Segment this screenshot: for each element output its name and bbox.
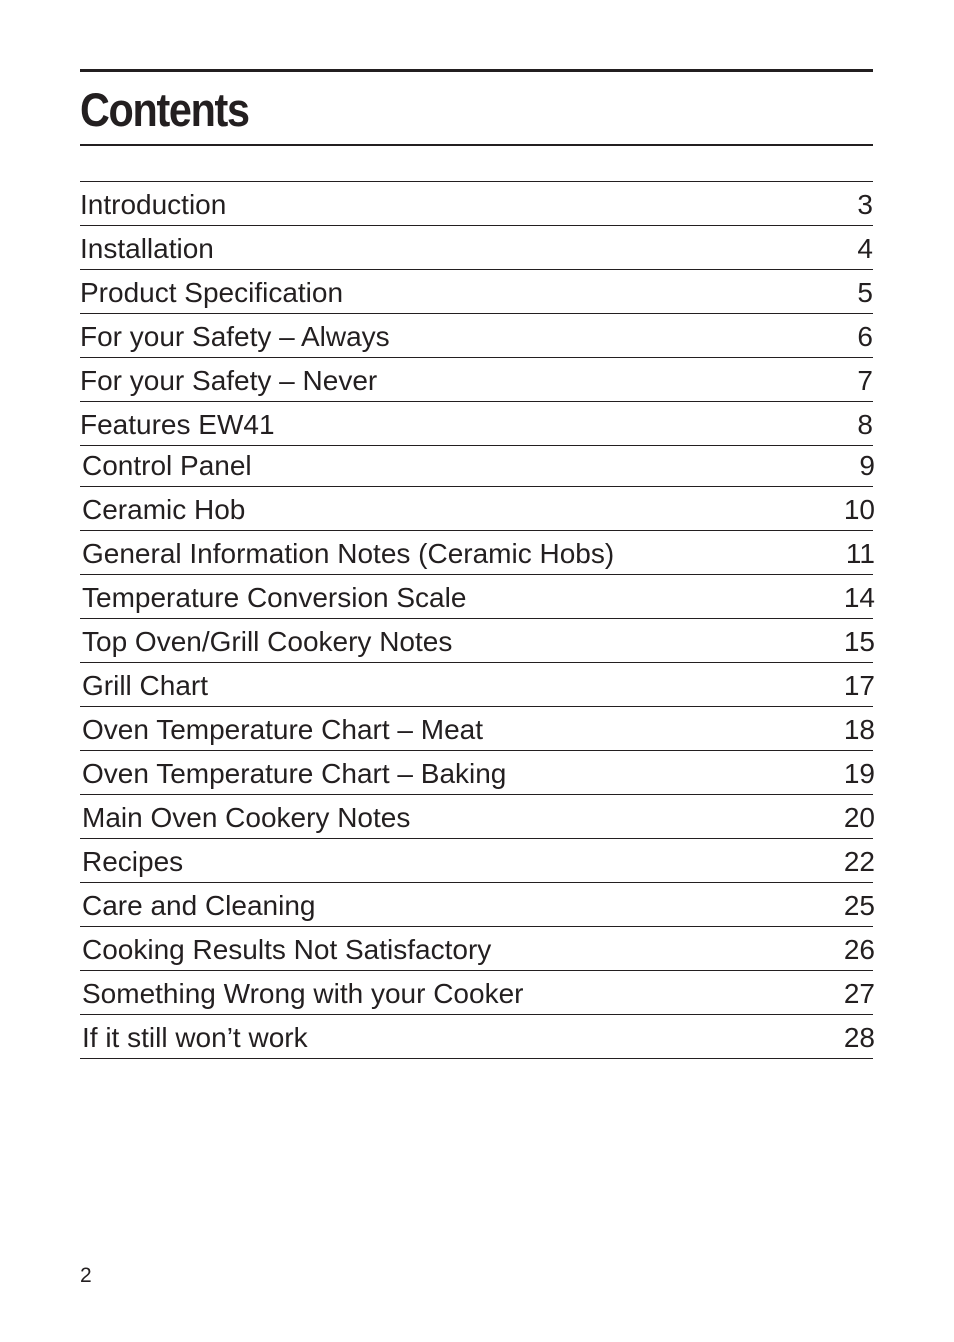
toc-entry-title: Control Panel — [82, 450, 252, 481]
toc-entry-page: 10 — [843, 494, 875, 525]
toc-entry-page: 3 — [857, 189, 873, 220]
toc-row-main-oven[interactable] — [80, 795, 873, 839]
toc-row-ceramic-hob[interactable] — [80, 487, 873, 531]
toc-row-oven-chart-meat[interactable] — [80, 707, 873, 751]
toc-entry-title: Oven Temperature Chart – Baking — [82, 758, 507, 789]
toc-row-still-wont-work[interactable] — [80, 1015, 873, 1059]
toc-entry-title: Oven Temperature Chart – Meat — [82, 714, 484, 745]
toc-row-product-specification[interactable] — [80, 270, 873, 314]
toc-entry-title: For your Safety – Always — [80, 321, 390, 352]
toc-entry-title: Features EW41 — [80, 409, 275, 440]
toc-entry-title: Care and Cleaning — [82, 890, 316, 921]
toc-row-top-oven-grill[interactable] — [80, 619, 873, 663]
toc-row-installation[interactable] — [80, 226, 873, 270]
toc-entry-title: Recipes — [82, 846, 184, 877]
toc-entry-title: Ceramic Hob — [82, 494, 246, 525]
title-rule — [80, 144, 873, 146]
toc-entry-page: 27 — [843, 978, 875, 1009]
toc-entry-page: 9 — [859, 450, 875, 481]
toc-entry-page: 17 — [843, 670, 875, 701]
toc-entry-title: If it still won’t work — [82, 1022, 308, 1053]
toc-entry-title: Something Wrong with your Cooker — [82, 978, 524, 1009]
toc-entry-page: 7 — [857, 365, 873, 396]
toc-entry-page: 11 — [845, 538, 875, 569]
toc-row-safety-always[interactable] — [80, 314, 873, 358]
toc-entry-title: For your Safety – Never — [80, 365, 378, 396]
toc-row-introduction[interactable] — [80, 182, 873, 226]
toc-entry-page: 25 — [843, 890, 875, 921]
toc-entry-page: 4 — [857, 233, 873, 264]
toc-row-recipes[interactable] — [80, 839, 873, 883]
toc-row-something-wrong[interactable] — [80, 971, 873, 1015]
table-of-contents — [80, 181, 873, 446]
toc-entry-page: 22 — [843, 846, 875, 877]
toc-row-features[interactable] — [80, 402, 873, 446]
toc-entry-page: 28 — [843, 1022, 875, 1053]
toc-entry-page: 20 — [843, 802, 875, 833]
toc-entry-title: Main Oven Cookery Notes — [82, 802, 411, 833]
toc-row-safety-never[interactable] — [80, 358, 873, 402]
toc-row-oven-chart-baking[interactable] — [80, 751, 873, 795]
toc-entry-title: Cooking Results Not Satisfactory — [82, 934, 492, 965]
toc-entry-page: 5 — [857, 277, 873, 308]
toc-entry-page: 8 — [857, 409, 873, 440]
toc-entry-title: Top Oven/Grill Cookery Notes — [82, 626, 453, 657]
toc-row-general-information[interactable] — [80, 531, 873, 575]
toc-entry-title: Product Specification — [80, 277, 344, 308]
toc-row-temperature-conversion[interactable] — [80, 575, 873, 619]
toc-entry-title: General Information Notes (Ceramic Hobs) — [82, 538, 615, 569]
toc-row-control-panel[interactable] — [80, 443, 873, 487]
table-of-contents-continued — [80, 443, 873, 1059]
toc-entry-page: 6 — [857, 321, 873, 352]
top-rule — [80, 69, 873, 72]
toc-entry-page: 15 — [843, 626, 875, 657]
toc-entry-title: Installation — [80, 233, 214, 264]
toc-entry-page: 18 — [843, 714, 875, 745]
toc-entry-page: 19 — [843, 758, 875, 789]
page-number: 2 — [80, 1264, 92, 1287]
toc-entry-title: Grill Chart — [82, 670, 209, 701]
toc-entry-page: 26 — [843, 934, 875, 965]
page-title: Contents — [80, 83, 249, 136]
toc-entry-title: Introduction — [80, 189, 227, 220]
toc-entry-page: 14 — [843, 582, 875, 613]
toc-row-care-cleaning[interactable] — [80, 883, 873, 927]
toc-row-grill-chart[interactable] — [80, 663, 873, 707]
toc-entry-title: Temperature Conversion Scale — [82, 582, 467, 613]
toc-row-cooking-results[interactable] — [80, 927, 873, 971]
